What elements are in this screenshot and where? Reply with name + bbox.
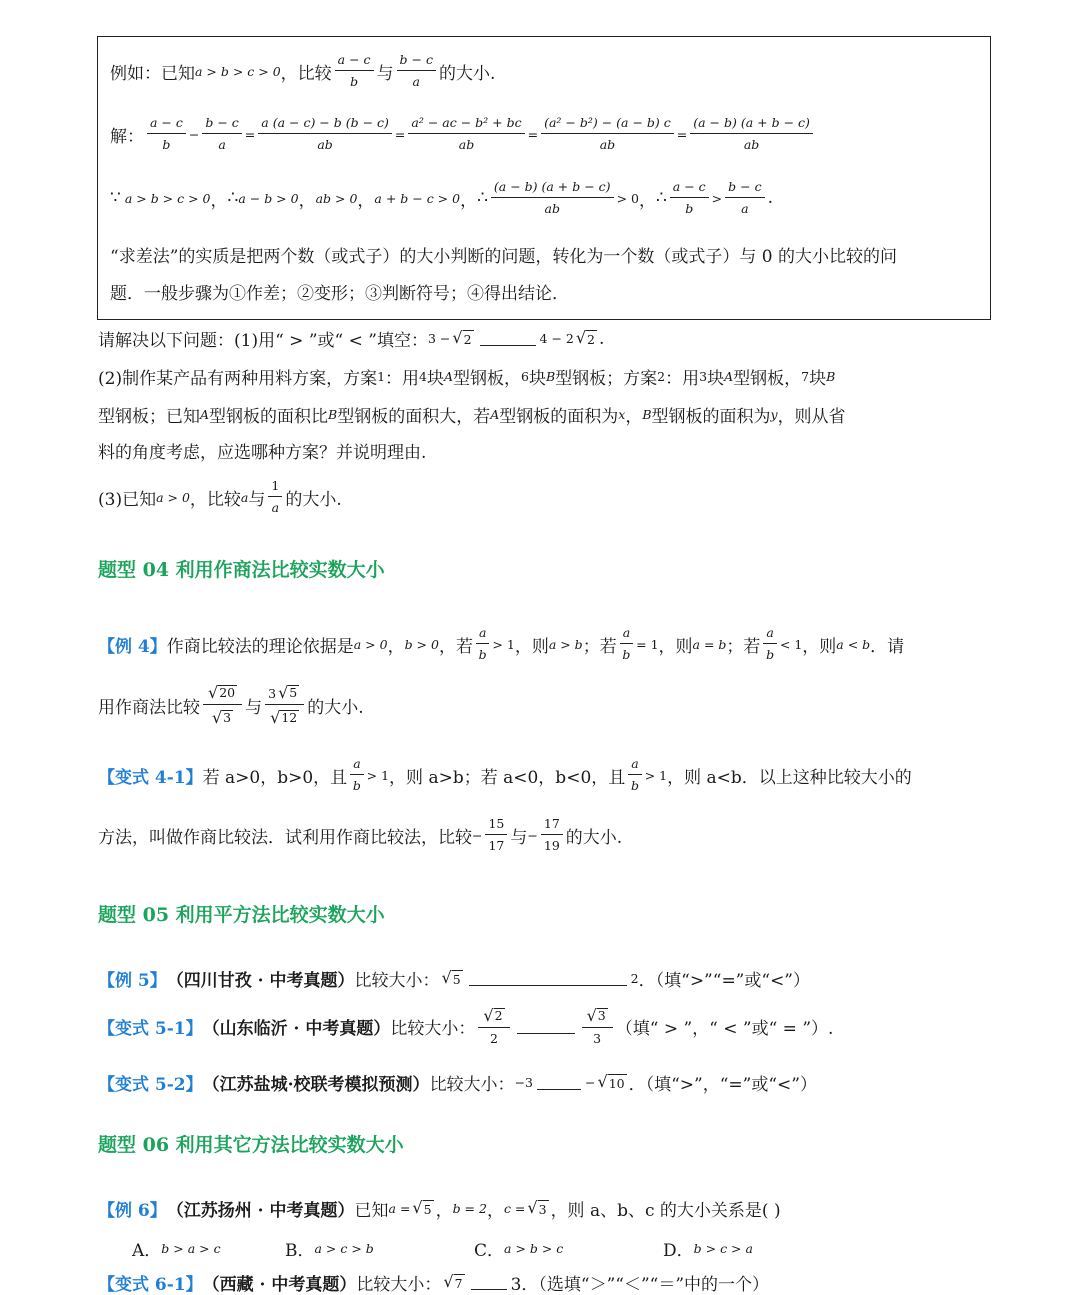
math: a − b > 0 bbox=[238, 190, 299, 206]
box-line-2: 解： $\frac{a - c}{b}$ − $\frac{b - c}{a}$ = $\frac{a (a - c) - b (b - c)}{ab}$ = $\frac{\text{a² − ac − b² + bc}}{ab}$ = $\frac{\text{(a² − b²) − (a − b) c}}{ab}$ = $\frac{(a - b) (a + b - c)}{ab}$ bbox=[110, 117, 816, 151]
text: ，比较 bbox=[280, 63, 332, 84]
fraction: $\frac{\text{(a² − b²) − (a − b) c}}{ab}$ bbox=[541, 117, 674, 151]
fraction: √ 2 2 bbox=[478, 1008, 509, 1046]
math: a > b > c > 0 bbox=[195, 63, 281, 79]
question-2-line-2: 型钢板；已知 A 型钢板的面积比 B 型钢板的面积大，若 A 型钢板的面积为 x ， B 型钢板的面积为 y ，则从省 bbox=[98, 407, 846, 427]
example-tag: 【例 4】 bbox=[98, 636, 167, 657]
fraction: 3 √ 5 √ 12 bbox=[265, 685, 304, 726]
answer-blank[interactable] bbox=[480, 331, 536, 346]
example-4-line-1: 【例 4】 作商比较法的理论依据是 a > 0 ， b > 0 ， 若 $\frac{a}{b}$ > 1 ， 则 a > b ； 若 $\frac{a}{b}$ = 1 ， 则 a = b ； 若 $\frac{a}{b}$ < 1 ， 则 a < b ． 请 bbox=[98, 625, 905, 662]
sqrt: √ 2 bbox=[575, 328, 595, 347]
example-5: 【例 5】 （四川甘孜 · 中考真题） 比较大小： √ 5 2 ．（填“>”“=”或“<”） bbox=[98, 968, 811, 991]
fraction: $\frac{15}{17}$ bbox=[485, 818, 507, 852]
fraction: $\frac{b - c}{a}$ bbox=[202, 117, 241, 151]
because-symbol: ∵ bbox=[110, 188, 121, 208]
option-a[interactable]: A． b > a > c bbox=[132, 1241, 221, 1261]
fraction: $\frac{\text{a² − ac − b² + bc}}{ab}$ bbox=[408, 117, 524, 151]
box-line-1 bbox=[110, 54, 495, 88]
math: a + b − c > 0 bbox=[374, 190, 461, 206]
sqrt: √ 7 bbox=[443, 1272, 463, 1291]
example-6-options bbox=[132, 1236, 753, 1261]
fraction: $\frac{a}{b}$ bbox=[476, 627, 489, 661]
answer-blank[interactable] bbox=[469, 971, 627, 986]
therefore-symbol: ∴ bbox=[477, 188, 488, 208]
text: 与 bbox=[376, 63, 394, 84]
sqrt: √ 5 bbox=[441, 968, 461, 987]
fraction: $\frac{(a - b) (a + b - c)}{ab}$ bbox=[690, 117, 813, 151]
section-heading-05: 题型 05 利用平方法比较实数大小 bbox=[98, 904, 385, 926]
example-6: 【例 6】 （江苏扬州 · 中考真题） 已知 a = √ 5 ， b = 2 ， c = √ 3 ，则 a、b、c 的大小关系是( ) bbox=[98, 1198, 781, 1221]
therefore-symbol: ∴ bbox=[655, 188, 667, 208]
fraction: $\frac{a}{b}$ bbox=[350, 758, 363, 792]
sqrt: √ 5 bbox=[412, 1198, 432, 1217]
fraction: $\frac{a - c}{b}$ bbox=[335, 54, 374, 88]
option-d[interactable]: D． b > c > a bbox=[663, 1241, 753, 1261]
section-heading-04: 题型 04 利用作商法比较实数大小 bbox=[98, 559, 385, 581]
therefore-symbol: ∴ bbox=[227, 188, 239, 208]
option-c[interactable]: C． a > b > c bbox=[474, 1241, 564, 1261]
math: a > b > c > 0 bbox=[124, 190, 211, 206]
text: 的大小. bbox=[438, 63, 496, 84]
example-4-line-2: 用作商法比较 √ 20 √ 3 与 3 √ 5 √ 12 的大小. bbox=[98, 683, 364, 727]
fraction: $\frac{(a - b) (a + b - c)}{ab}$ bbox=[491, 181, 614, 215]
variant-4-1-line-1: 【变式 4-1】 若 a>0，b>0，且 $\frac{a}{b}$ > 1 ，则 a>b；若 a<0，b<0，且 $\frac{a}{b}$ > 1 ，则 a<b．以上这种比较大小的 bbox=[98, 756, 912, 793]
fraction: $\frac{1}{a}$ bbox=[268, 480, 282, 514]
fraction: $\frac{b - c}{a}$ bbox=[725, 181, 764, 215]
sqrt: √ 3 bbox=[527, 1198, 547, 1217]
sqrt: √ 2 bbox=[452, 328, 472, 347]
question-2-line-1: (2)制作某产品有两种用料方案，方案 1 ：用 4 块 A 型钢板， 6 块 B 型钢板；方案 2 ：用 3 块 A 型钢板， 7 块 B bbox=[98, 369, 836, 389]
fraction: $\frac{a - c}{b}$ bbox=[147, 117, 186, 151]
sqrt: √ 10 bbox=[597, 1072, 625, 1091]
fraction: √ 20 √ 3 bbox=[203, 685, 242, 726]
answer-blank[interactable] bbox=[517, 1019, 575, 1034]
example-box bbox=[97, 36, 991, 320]
question-2-line-3: 料的角度考虑，应选哪种方案？并说明理由. bbox=[98, 443, 427, 463]
fraction: √ 3 3 bbox=[582, 1008, 613, 1046]
answer-blank[interactable] bbox=[471, 1275, 507, 1290]
answer-blank[interactable] bbox=[537, 1075, 581, 1090]
fraction: $\frac{a - c}{b}$ bbox=[670, 181, 709, 215]
box-line-5: 题．一般步骤为①作差；②变形；③判断符号；④得出结论． bbox=[110, 284, 569, 304]
fraction: $\frac{a}{b}$ bbox=[763, 627, 776, 661]
option-b[interactable]: B． a > c > b bbox=[285, 1241, 374, 1261]
text: 例如：已知 bbox=[110, 63, 195, 84]
variant-6-1: 【变式 6-1】 （西藏 · 中考真题） 比较大小： √ 7 3．（选填“＞”“＜”“＝”中的一个） bbox=[98, 1272, 770, 1295]
fraction: $\frac{a (a - c) - b (b - c)}{ab}$ bbox=[258, 117, 392, 151]
box-line-4: “求差法”的实质是把两个数（或式子）的大小判断的问题，转化为一个数（或式子）与 0 的大小比较的问 bbox=[110, 247, 898, 267]
question-3: (3)已知 a > 0 ，比较 a 与 $\frac{1}{a}$ 的大小. bbox=[98, 478, 342, 515]
variant-tag: 【变式 4-1】 bbox=[98, 767, 203, 788]
fraction: $\frac{17}{19}$ bbox=[541, 818, 563, 852]
box-line-3: ∵ a > b > c > 0 ， ∴ a − b > 0 ， ab > 0 ， a + b − c > 0 ， ∴ $\frac{(a - b) (a + b - c)}{ab}$ > 0 ， ∴ $\frac{a - c}{b}$ > $\frac{b - c}{a}$ . bbox=[110, 179, 773, 216]
variant-5-2: 【变式 5-2】 （江苏盐城·校联考模拟预测） 比较大小： −3 − √ 10 ．（填“>”，“=”或“<”） bbox=[98, 1072, 817, 1095]
variant-4-1-line-2: 方法，叫做作商比较法．试利用作商比较法，比较 − $\frac{15}{17}$ 与 − $\frac{17}{19}$ 的大小. bbox=[98, 816, 623, 853]
fraction: $\frac{a}{b}$ bbox=[628, 758, 641, 792]
fraction: $\frac{b - c}{a}$ bbox=[397, 54, 436, 88]
text: 解： bbox=[110, 126, 144, 147]
fraction: $\frac{a}{b}$ bbox=[620, 627, 633, 661]
math: ab > 0 bbox=[315, 190, 358, 206]
question-1: 请解决以下问题：(1)用“ > ”或“ < ”填空： 3 − √ 2 4 − 2 √ 2 . bbox=[98, 328, 605, 351]
section-heading-06: 题型 06 利用其它方法比较实数大小 bbox=[98, 1134, 404, 1156]
variant-5-1: 【变式 5-1】 （山东临沂 · 中考真题） 比较大小： √ 2 2 √ 3 3 （填“ > ”，“ < ”或“ = ”）. bbox=[98, 1006, 834, 1046]
